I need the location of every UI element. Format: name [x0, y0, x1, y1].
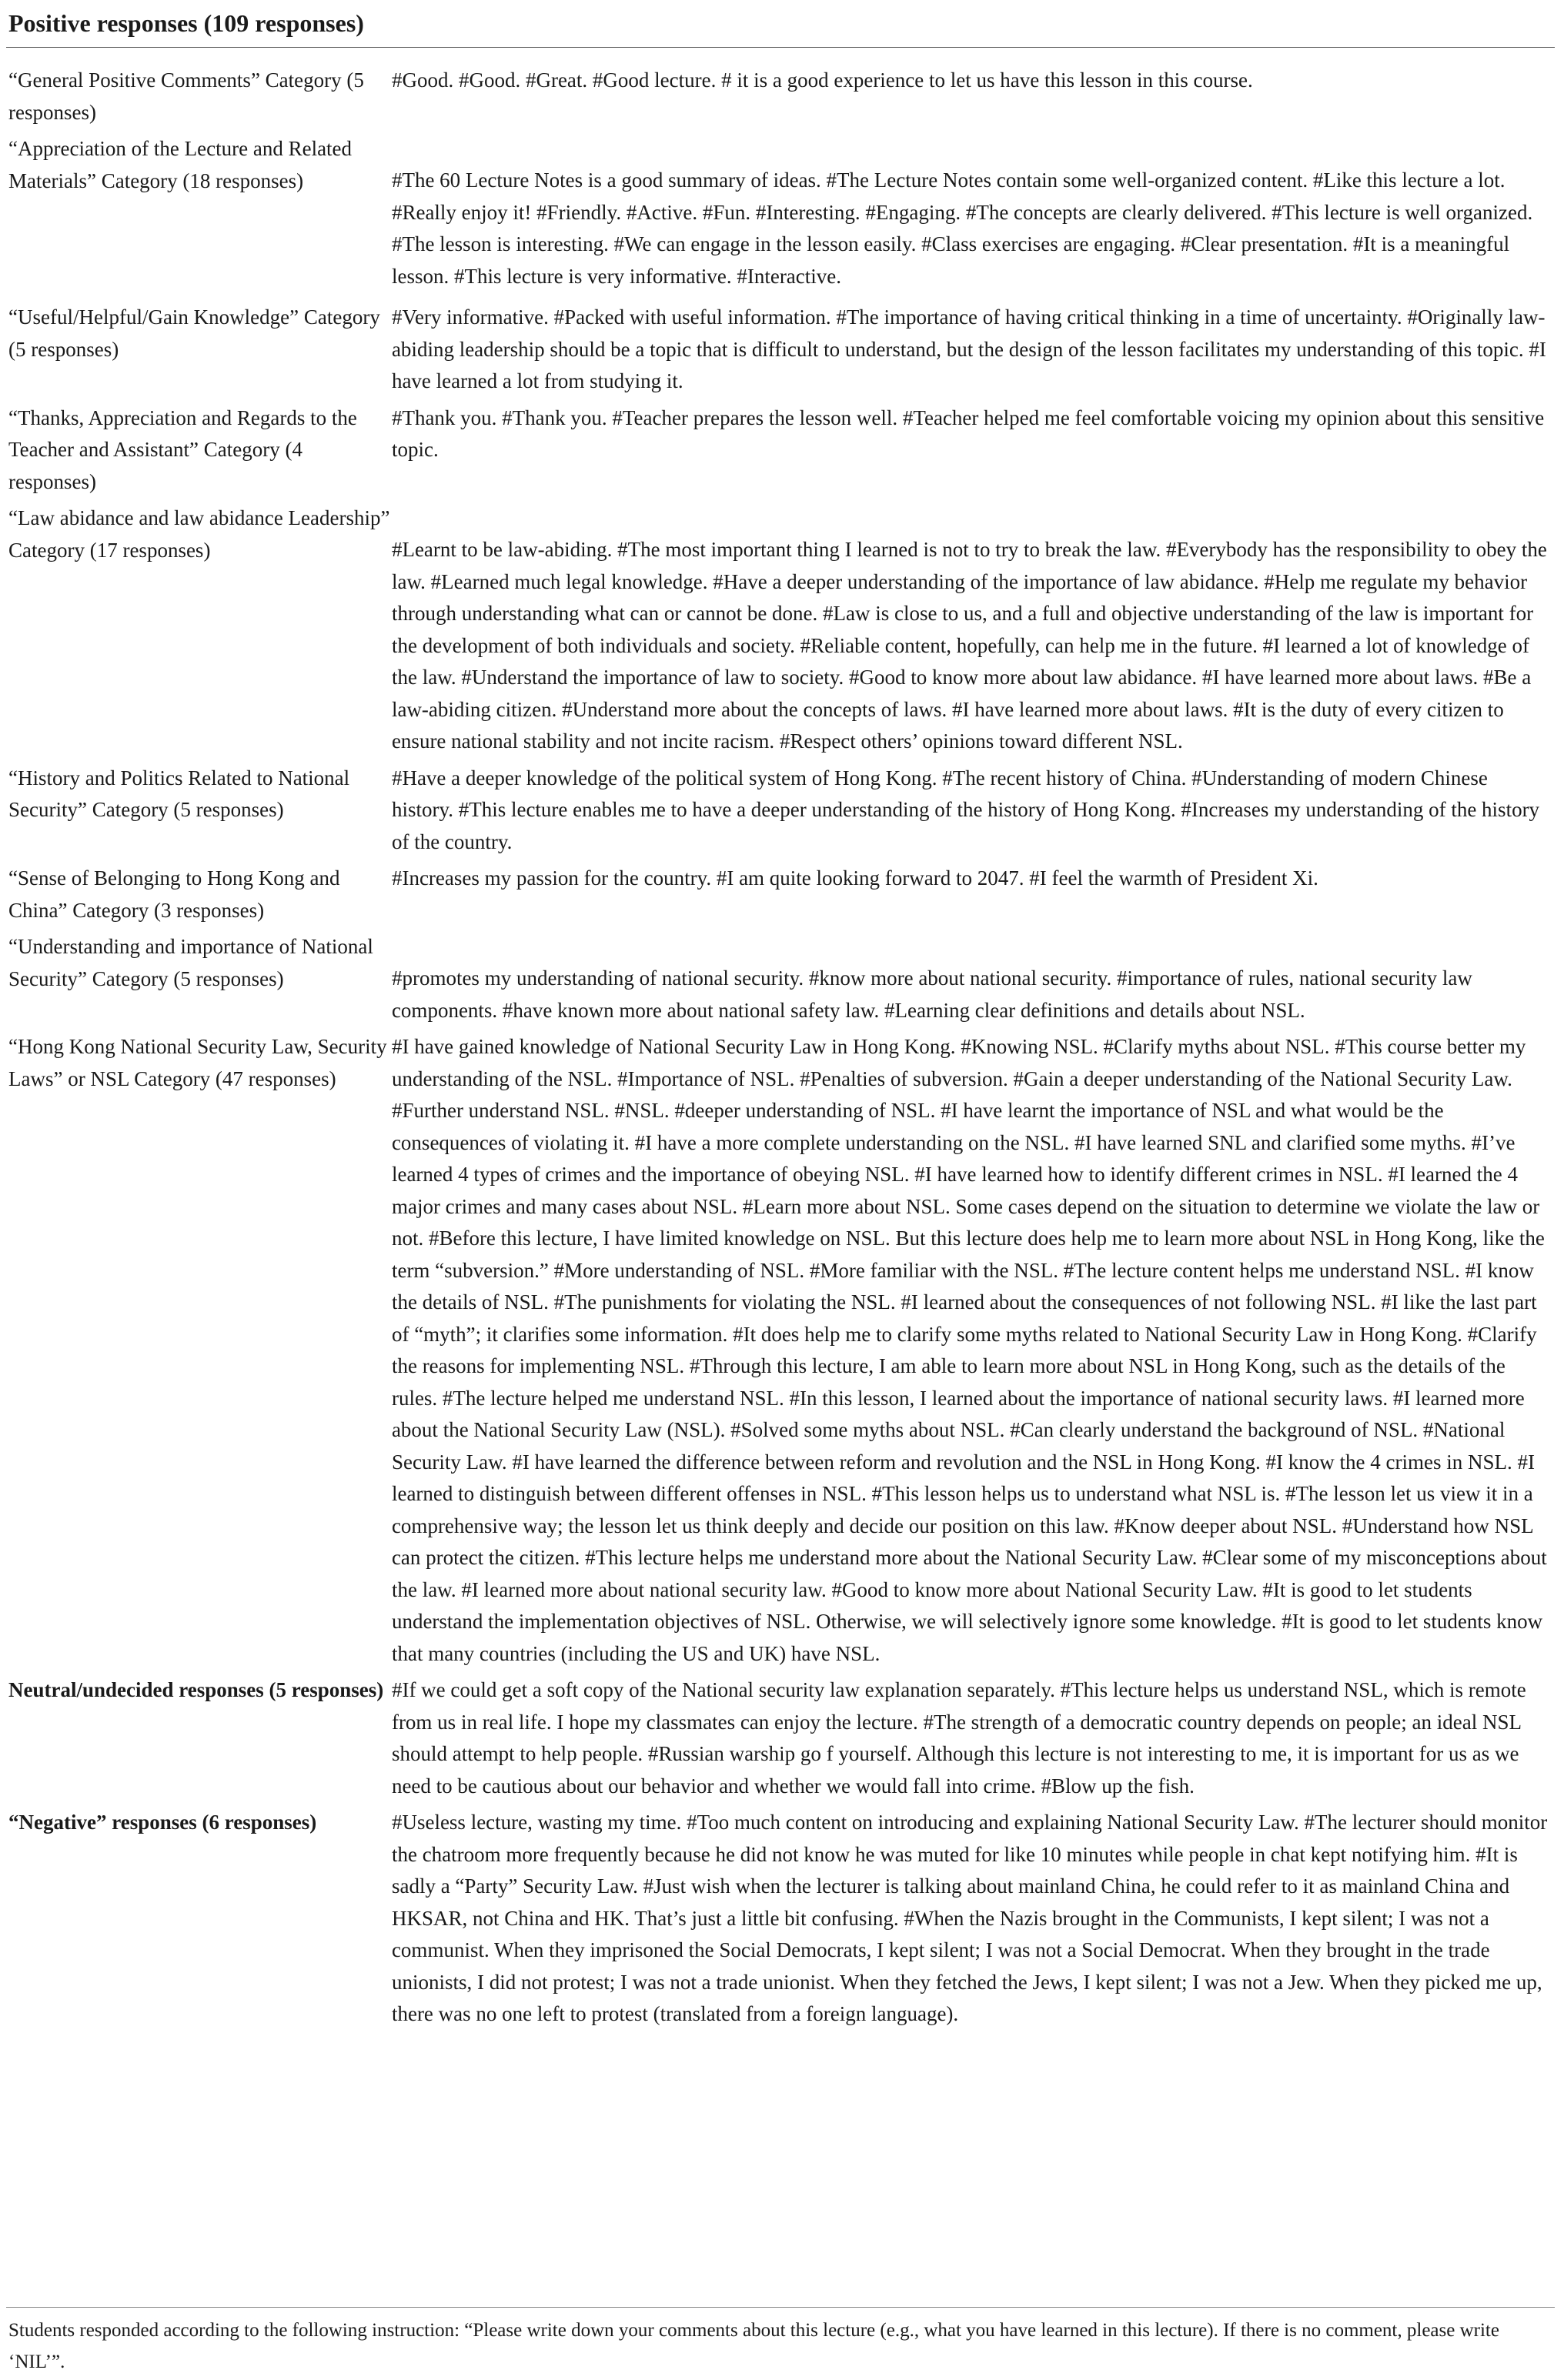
table-row	[8, 1031, 1554, 1674]
category-cell: “Useful/Helpful/Gain Knowledge” Category (5 responses)	[8, 305, 380, 361]
table-row	[8, 65, 1554, 133]
category-cell: Neutral/undecided responses (5 responses)	[8, 1678, 384, 1701]
responses-cell	[392, 133, 1554, 302]
table-row	[8, 402, 1554, 503]
footer-rule	[6, 2307, 1555, 2308]
table-row	[8, 763, 1554, 863]
responses-cell: #If we could get a soft copy of the National security law explanation separately. #This lecture helps us understand NSL, which is remote from us in real life. I hope my classmates can enjoy the lecture. #The strength of a democratic country depends on people; an ideal NSL should attempt to help people. #Russian warship go f yourself. Although this lecture is not interesting to me, it is important for us as we need to be cautious about our behavior and whether we would fall into crime. #Blow up the fish.	[391, 1678, 1526, 1798]
category-cell: “Understanding and importance of National Security” Category (5 responses)	[8, 935, 373, 990]
responses-cell	[392, 931, 1554, 1031]
table-row	[8, 502, 1554, 763]
responses-text: #promotes my understanding of national security. #know more about national security. #importance of rules, national security law components. #have known more about national safety law. #Learning clear definitions and details about NSL.	[391, 966, 1472, 1022]
responses-cell: #Increases my passion for the country. #I am quite looking forward to 2047. #I feel the warmth of President Xi.	[391, 866, 1318, 890]
category-cell: “Sense of Belonging to Hong Kong and China” Category (3 responses)	[8, 866, 340, 922]
category-cell: “History and Politics Related to National Security” Category (5 responses)	[8, 766, 350, 821]
responses-table	[8, 65, 1554, 2031]
table-row	[8, 302, 1554, 402]
category-cell: “General Positive Comments” Category (5 responses)	[8, 68, 364, 124]
category-cell: “Appreciation of the Lecture and Related Materials” Category (18 responses)	[8, 137, 353, 192]
responses-text: #Learnt to be law-abiding. #The most important thing I learned is not to try to break the law. #Everybody has the responsibility to obey the law. #Learned much legal knowledge. #Have a deeper understanding of the importance of law abidance. #Help me regulate my behavior through understanding what can or cannot be done. #Law is close to us, and a full and objective understanding of the law is important for the development of both individuals and society. #Reliable content, hopefully, can help me in the future. #I learned a lot of knowledge of the law. #Understand the importance of law to society. #Good to know more about law abidance. #I have learned more about laws. #Be a law-abiding citizen. #Understand more about the concepts of laws. #I have learned more about laws. #It is the duty of every citizen to ensure national stability and not incite racism. #Respect others’ opinions toward different NSL.	[391, 538, 1547, 753]
responses-text: #The 60 Lecture Notes is a good summary of ideas. #The Lecture Notes contain some well-organized content. #Like this lecture a lot. #Really enjoy it! #Friendly. #Active. #Fun. #Interesting. #Engaging. #The concepts are clearly delivered. #This lecture is well organized. #The lesson is interesting. #We can engage in the lesson easily. #Class exercises are engaging. #Clear presentation. #It is a meaningful lesson. #This lecture is very informative. #Interactive.	[391, 169, 1533, 288]
responses-cell: #Useless lecture, wasting my time. #Too much content on introducing and explaining National Security Law. #The lecturer should monitor the chatroom more frequently because he did not know he was muted for like 10 minutes while people in chat kept notifying him. #It is sadly a “Party” Security Law. #Just wish when the lecturer is talking about mainland China, he could refer to it as mainland China and HKSAR, not China and HK. That’s just a little bit confusing. #When the Nazis brought in the Communists, I kept silent; I was not a communist. When they imprisoned the Social Democrats, I kept silent; I was not a Social Democrat. When they brought in the trade unionists, I did not protest; I was not a trade unionist. When they fetched the Jews, I kept silent; I was not a Jew. When they picked me up, there was no one left to protest (translated from a foreign language).	[391, 1811, 1548, 2025]
table-row	[8, 1674, 1554, 1807]
table-footnote: Students responded according to the following instruction: “Please write down your comments about this lecture (e.g., what you have learned in this lecture). If there is no comment, please write ‘NIL’”.	[8, 2320, 1499, 2372]
table-title: Positive responses (109 responses)	[8, 9, 364, 37]
responses-cell	[392, 502, 1554, 763]
responses-cell: #Very informative. #Packed with useful information. #The importance of having critical thinking in a time of uncertainty. #Originally law-abiding leadership should be a topic that is difficult to understand, but the design of the lesson facilitates my understanding of this topic. #I have learned a lot from studying it.	[391, 305, 1546, 392]
responses-cell: #Good. #Good. #Great. #Good lecture. # it is a good experience to let us have this lesson in this course.	[391, 68, 1253, 92]
category-cell: “Law abidance and law abidance Leadership” Category (17 responses)	[8, 506, 390, 562]
responses-cell: #Thank you. #Thank you. #Teacher prepares the lesson well. #Teacher helped me feel comfortable voicing my opinion about this sensitive topic.	[391, 406, 1545, 461]
category-cell: “Hong Kong National Security Law, Security Laws” or NSL Category (47 responses)	[8, 1035, 387, 1090]
category-cell: “Negative” responses (6 responses)	[8, 1811, 317, 1834]
table-row	[8, 1807, 1554, 2031]
table-row	[8, 863, 1554, 931]
table-row	[8, 931, 1554, 1031]
table-row	[8, 133, 1554, 302]
header-rule	[6, 47, 1555, 48]
responses-cell: #Have a deeper knowledge of the political system of Hong Kong. #The recent history of China. #Understanding of modern Chinese history. #This lecture enables me to have a deeper understanding of the history of Hong Kong. #Increases my understanding of the history of the country.	[391, 766, 1540, 853]
category-cell: “Thanks, Appreciation and Regards to the Teacher and Assistant” Category (4 responses)	[8, 406, 357, 493]
responses-cell: #I have gained knowledge of National Security Law in Hong Kong. #Knowing NSL. #Clarify myths about NSL. #This course better my understanding of the NSL. #Importance of NSL. #Penalties of subversion. #Gain a deeper understanding of the National Security Law. #Further understand NSL. #NSL. #deeper understanding of NSL. #I have learnt the importance of NSL and what would be the consequences of violating it. #I have a more complete understanding on the NSL. #I have learned SNL and clarified some myths. #I’ve learned 4 types of crimes and the importance of obeying NSL. #I have learned how to identify different crimes in NSL. #I learned the 4 major crimes and many cases about NSL. #Learn more about NSL. Some cases depend on the situation to determine we violate the law or not. #Before this lecture, I have limited knowledge on NSL. But this lecture does help me to learn more about NSL in Hong Kong, like the term “subversion.” #More understanding of NSL. #More familiar with the NSL. #The lecture content helps me understand NSL. #I know the details of NSL. #The punishments for violating the NSL. #I learned about the consequences of not following NSL. #I like the last part of “myth”; it clarifies some information. #It does help me to clarify some myths related to National Security Law in Hong Kong. #Clarify the reasons for implementing NSL. #Through this lecture, I am able to learn more about NSL in Hong Kong, such as the details of the rules. #The lecture helped me understand NSL. #In this lesson, I learned about the importance of national security laws. #I learned more about the National Security Law (NSL). #Solved some myths about NSL. #Can clearly understand the background of NSL. #National Security Law. #I have learned the difference between reform and revolution and the NSL in Hong Kong. #I know the 4 crimes in NSL. #I learned to distinguish between different offenses in NSL. #This lesson helps us to understand what NSL is. #The lesson let us view it in a comprehensive way; the lesson let us think deeply and decide our position on this law. #Know deeper about NSL. #Understand how NSL can protect the citizen. #This lecture helps me understand more about the National Security Law. #Clear some of my misconceptions about the law. #I learned more about national security law. #Good to know more about National Security Law. #It is good to let students understand the implementation objectives of NSL. Otherwise, we will selectively ignore some knowledge. #It is good to let students know that many countries (including the US and UK) have NSL.	[391, 1035, 1547, 1665]
